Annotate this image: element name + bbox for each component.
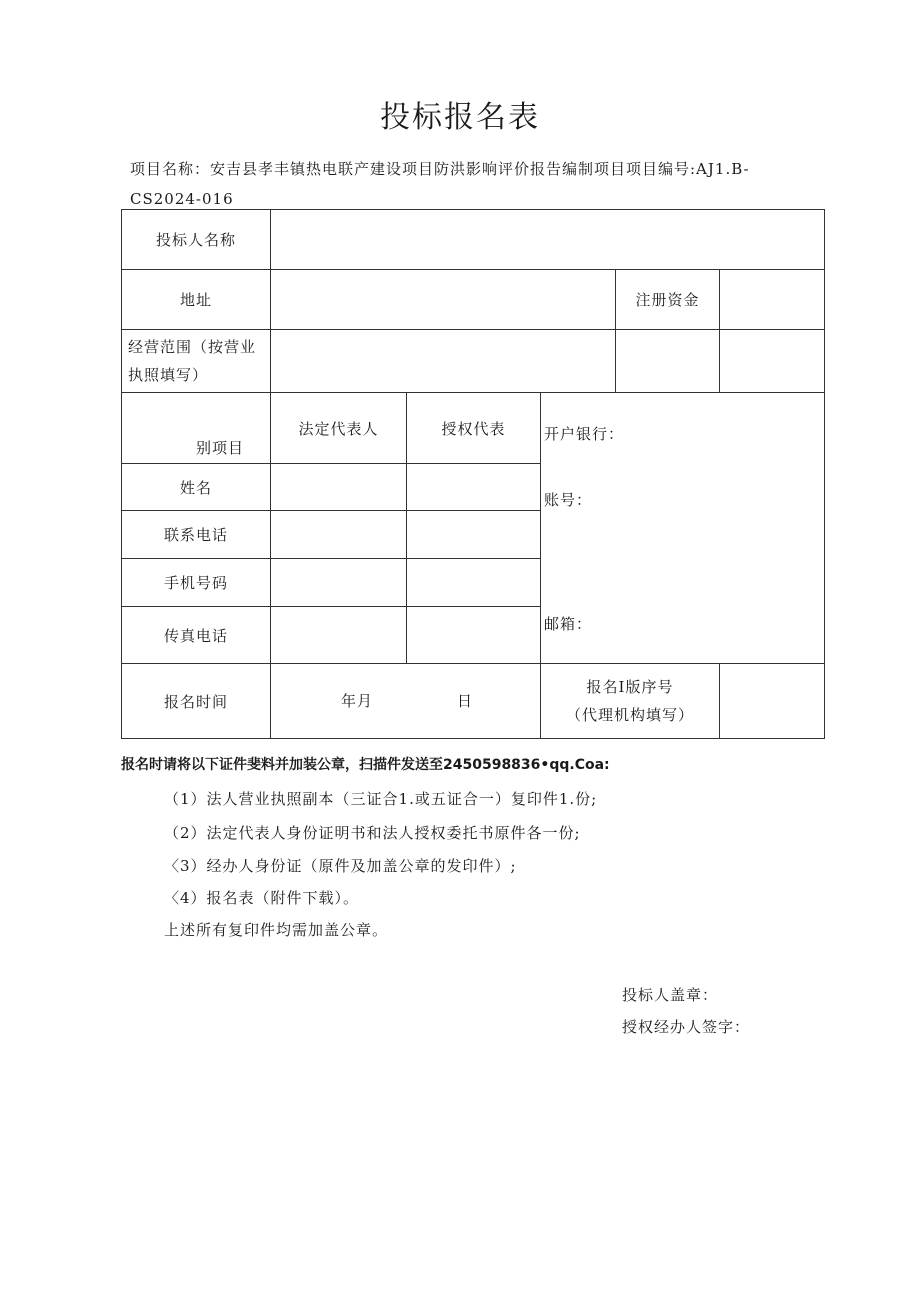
email-label: 邮箱： — [544, 615, 593, 633]
reg-seq-label: 报名I版序号 — [586, 678, 674, 696]
requirement-item-1: （1）法人营业执照副本（三证合1.或五证合一）复印件1.份; — [164, 790, 598, 808]
bidder-seal-label: 投标人盖章： — [622, 986, 719, 1004]
page-title: 投标报名表 — [380, 100, 540, 135]
legal-rep-header: 法定代表人 — [271, 393, 407, 464]
reg-seq-field[interactable] — [720, 664, 825, 739]
year-month-text: 年月 — [341, 692, 374, 710]
business-scope-extra-2[interactable] — [720, 330, 825, 393]
authorized-rep-phone-field[interactable] — [407, 511, 541, 559]
registered-capital-label: 注册资金 — [616, 270, 720, 330]
agency-fill-note: （代理机构填写） — [565, 706, 694, 724]
day-text: 日 — [457, 692, 474, 710]
legal-rep-mobile-field[interactable] — [271, 559, 407, 607]
legal-rep-fax-field[interactable] — [271, 607, 407, 664]
submission-instruction: 报名时请将以下证件斐料并加装公章，扫描件发送至2450598836•qq.Coa: — [121, 757, 610, 773]
project-info: 项目名称：安吉县孝丰镇热电联产建设项目防洪影响评价报告编制项目项目编号:AJ1.B-CS2024-016 — [130, 160, 750, 208]
bank-info-cell[interactable] — [541, 393, 825, 664]
requirement-item-4: 〈4）报名表（附件下载）。 — [164, 889, 360, 907]
authorized-rep-mobile-field[interactable] — [407, 559, 541, 607]
legal-rep-phone-field[interactable] — [271, 511, 407, 559]
legal-rep-name-field[interactable] — [271, 464, 407, 511]
authorized-rep-header: 授权代表 — [407, 393, 541, 464]
requirement-item-2: （2）法定代表人身份证明书和法人授权委托书原件各一份; — [164, 824, 581, 842]
bidder-name-label: 投标人名称 — [122, 210, 271, 270]
authorized-rep-fax-field[interactable] — [407, 607, 541, 664]
mobile-label: 手机号码 — [122, 559, 271, 607]
business-scope-extra-1[interactable] — [616, 330, 720, 393]
category-header: 别项目 — [122, 393, 271, 464]
fax-label: 传真电话 — [122, 607, 271, 664]
account-label: 账号： — [544, 491, 593, 509]
reg-time-label: 报名时间 — [122, 664, 271, 739]
authorized-rep-name-field[interactable] — [407, 464, 541, 511]
signer-label: 授权经办人签字： — [622, 1018, 751, 1036]
bank-label: 开户银行： — [544, 425, 625, 443]
address-label: 地址 — [122, 270, 271, 330]
reg-time-field[interactable] — [271, 664, 541, 739]
address-field[interactable] — [271, 270, 616, 330]
requirement-item-3: 〈3）经办人身份证（原件及加盖公章的发印件）; — [164, 857, 517, 875]
registration-form — [121, 209, 825, 739]
bidder-name-field[interactable] — [271, 210, 825, 270]
requirement-footer: 上述所有复印件均需加盖公章。 — [164, 921, 389, 939]
business-scope-label: 经营范围（按营业执照填写） — [122, 330, 271, 393]
reg-seq-label-cell — [541, 664, 720, 739]
contact-phone-label: 联系电话 — [122, 511, 271, 559]
name-label: 姓名 — [122, 464, 271, 511]
business-scope-field[interactable] — [271, 330, 616, 393]
registered-capital-field[interactable] — [720, 270, 825, 330]
